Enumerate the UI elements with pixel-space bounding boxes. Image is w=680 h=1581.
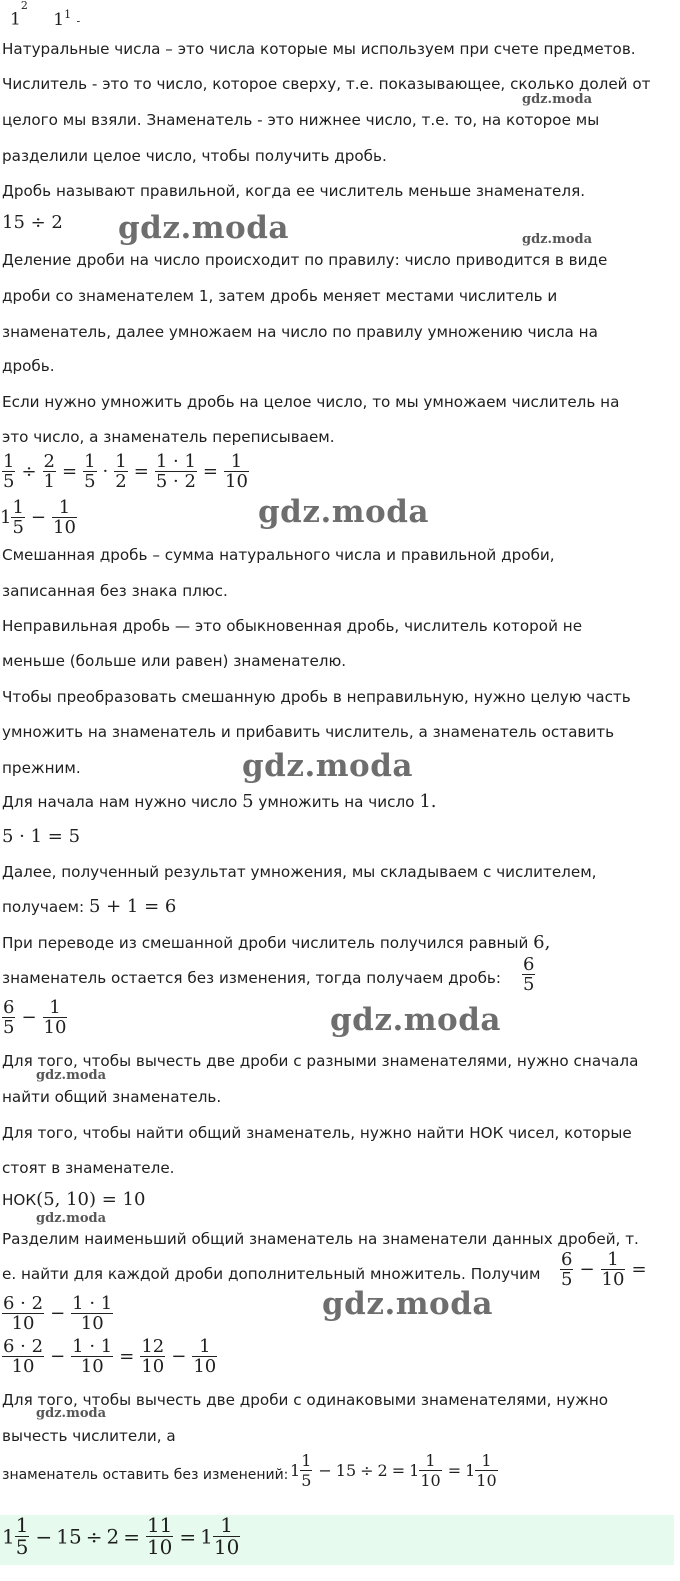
text-improper-fraction-1: Неправильная дробь — это обыкновенная дробь, числитель которой не bbox=[2, 617, 583, 635]
watermark-large: gdz.moda bbox=[258, 494, 429, 530]
text-division-rule-1: Деление дроби на число происходит по правилу: число приводится в виде bbox=[2, 251, 608, 269]
text-numerator-equal: При переводе из смешанной дроби числитель получился равный 6, bbox=[2, 932, 551, 953]
watermark-large: gdz.moda bbox=[330, 1002, 501, 1038]
text-denominator-same: знаменатель остается без изменения, тогда получаем дробь: bbox=[2, 969, 501, 987]
watermark-small: gdz.moda bbox=[36, 1068, 107, 1083]
text-result-add: получаем: 5 + 1 = 6 bbox=[2, 896, 177, 917]
fraction-six-fifths: $\frac{6}{5}$ bbox=[523, 954, 535, 995]
text-keep-denominator: знаменатель оставить без изменений: bbox=[2, 1467, 289, 1483]
expression-mixed-subtraction: 1 $\frac{1}{5}$ − $\frac{1}{10}$ bbox=[0, 497, 76, 538]
equation-expanded-result: $\frac{6 \cdot 2}{10}$ − $\frac{1 \cdot 1}{10}$ = $\frac{12}{10}$ − $\frac{1}{10}$ bbox=[3, 1336, 217, 1377]
text-numerator-2: целого мы взяли. Знаменатель - это нижнее число, т.е. то, на которое мы bbox=[2, 111, 600, 129]
text-numerator-3: разделили целое число, чтобы получить дробь. bbox=[2, 147, 387, 165]
equation-inline-final: 1 $\frac{1}{5}$ − 15 ÷ 2 = 1 $\frac{1}{10}$ = 1 $\frac{1}{10}$ bbox=[290, 1451, 497, 1490]
watermark-large: gdz.moda bbox=[118, 210, 289, 246]
text-lcm-rule-2: стоят в знаменателе. bbox=[2, 1159, 175, 1177]
text-division-rule-4: дробь. bbox=[2, 357, 55, 375]
text-convert-rule-1: Чтобы преобразовать смешанную дробь в неправильную, нужно целую часть bbox=[2, 688, 631, 706]
text-multiply-rule-2: это число, а знаменатель переписываем. bbox=[2, 428, 335, 446]
expression-multiply: 5 · 1 = 5 bbox=[2, 826, 81, 847]
text-mixed-fraction-1: Смешанная дробь – сумма натурального числа и правильной дроби, bbox=[2, 546, 555, 564]
watermark-small: gdz.moda bbox=[522, 232, 593, 247]
watermark-large: gdz.moda bbox=[322, 1286, 493, 1322]
text-division-rule-3: знаменатель, далее умножаем на число по правилу умножению числа на bbox=[2, 323, 598, 341]
watermark-small: gdz.moda bbox=[36, 1211, 107, 1226]
expression-expanded-fractions: $\frac{6 \cdot 2}{10}$ − $\frac{1 \cdot 1}{10}$ bbox=[3, 1293, 113, 1334]
header-expression: $1^2$ $1^1$ - bbox=[10, 0, 81, 30]
watermark-small: gdz.moda bbox=[36, 1406, 107, 1421]
text-multiply-rule-1: Если нужно умножить дробь на целое число, то мы умножаем числитель на bbox=[2, 393, 620, 411]
text-division-rule-2: дроби со знаменателем 1, затем дробь меняет местами числитель и bbox=[2, 287, 558, 305]
text-mixed-fraction-2: записанная без знака плюс. bbox=[2, 582, 228, 600]
text-lcm-rule-1: Для того, чтобы найти общий знаменатель, нужно найти НОК чисел, которые bbox=[2, 1124, 632, 1142]
text-step-multiply: Для начала нам нужно число 5 умножить на число 1. bbox=[2, 791, 437, 812]
expression-fraction-subtraction: $\frac{6}{5}$ − $\frac{1}{10}$ bbox=[3, 997, 67, 1038]
text-step-add: Далее, полученный результат умножения, мы складываем с числителем, bbox=[2, 863, 597, 881]
expression-lcm: НОК(5, 10) = 10 bbox=[2, 1189, 146, 1210]
equation-answer: 1 $\frac{1}{5}$ − 15 ÷ 2 = $\frac{11}{10}$ = 1 $\frac{1}{10}$ bbox=[2, 1513, 240, 1559]
text-convert-rule-2: умножить на знаменатель и прибавить числитель, а знаменатель оставить bbox=[2, 723, 615, 741]
text-same-denominator-1: Для того, чтобы вычесть две дроби с одинаковыми знаменателями, нужно bbox=[2, 1391, 609, 1409]
text-improper-fraction-2: меньше (больше или равен) знаменателю. bbox=[2, 652, 347, 670]
text-common-denominator-1: Для того, чтобы вычесть две дроби с разными знаменателями, нужно сначала bbox=[2, 1052, 639, 1070]
expression-division: 15 ÷ 2 bbox=[2, 212, 63, 233]
text-extra-factor-1: Разделим наименьший общий знаменатель на знаменатели данных дробей, т. bbox=[2, 1230, 639, 1248]
text-proper-fraction: Дробь называют правильной, когда ее числитель меньше знаменателя. bbox=[2, 182, 586, 200]
equation-division-fraction: $\frac{1}{5}$ ÷ $\frac{2}{1}$ = $\frac{1}{5}$ · $\frac{1}{2}$ = $\frac{1 \cdot 1}{5 \cdot 2}$ = $\frac{1}{10}$ bbox=[3, 451, 248, 492]
expression-factor-inline: $\frac{6}{5}$ − $\frac{1}{10}$ = bbox=[561, 1249, 647, 1290]
text-same-denominator-2: вычесть числители, а bbox=[2, 1427, 176, 1445]
text-convert-rule-3: прежним. bbox=[2, 759, 81, 777]
text-common-denominator-2: найти общий знаменатель. bbox=[2, 1088, 222, 1106]
watermark-large: gdz.moda bbox=[242, 748, 413, 784]
text-numerator-1: Числитель - это то число, которое сверху, т.е. показывающее, сколько долей от bbox=[2, 75, 651, 93]
text-natural-numbers: Натуральные числа – это числа которые мы используем при счете предметов. bbox=[2, 40, 636, 58]
text-extra-factor-2: е. найти для каждой дроби дополнительный множитель. Получим bbox=[2, 1265, 541, 1283]
watermark-small: gdz.moda bbox=[522, 92, 593, 107]
